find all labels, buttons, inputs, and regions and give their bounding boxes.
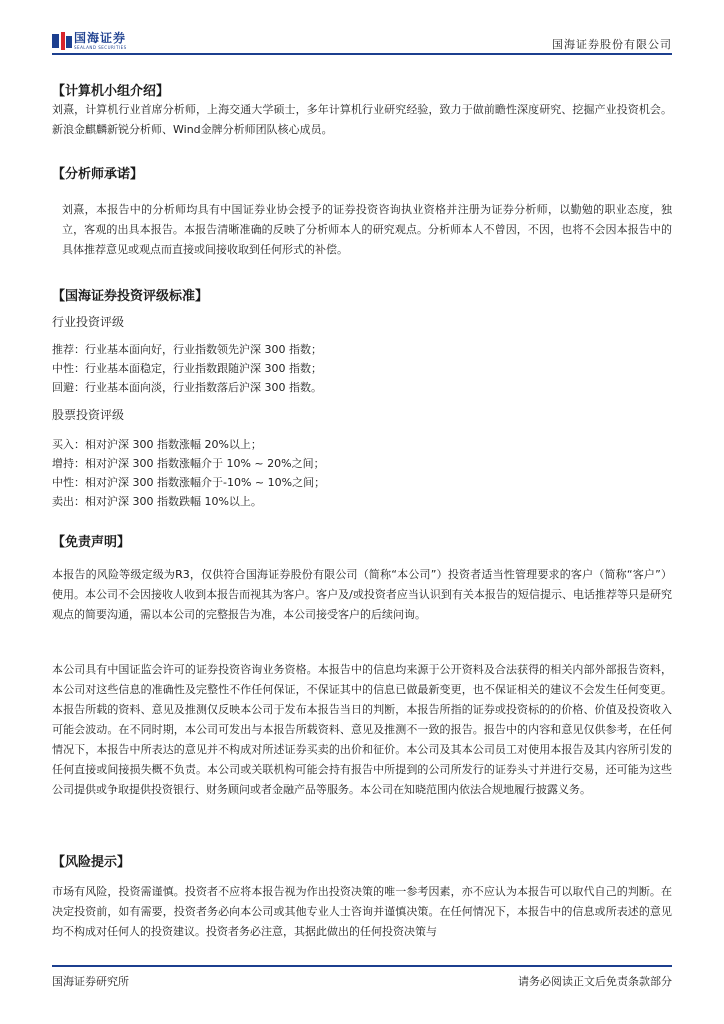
stock-rating-line: 卖出：相对沪深 300 指数跌幅 10%以上。 (52, 495, 262, 508)
risk-section-title: 【风险提示】 (52, 855, 131, 870)
commitment-section-title: 【分析师承诺】 (52, 167, 144, 182)
logo-text-en: SEALAND SECURITIES (74, 45, 127, 50)
team-section-body: 刘熹，计算机行业首席分析师，上海交通大学硕士，多年计算机行业研究经验，致力于做前瞻性深度研究、挖掘产业投资机会。新浪金麒麟新锐分析师、Wind金牌分析师团队核心成员。 (52, 103, 672, 136)
company-logo (52, 32, 162, 52)
rating-section-title: 【国海证券投资评级标准】 (52, 289, 209, 304)
industry-rating-heading: 行业投资评级 (52, 315, 125, 329)
logo-mark-icon (52, 32, 72, 50)
disclaimer-section-title: 【免责声明】 (52, 535, 131, 550)
header-company-name: 国海证券股份有限公司 (552, 38, 672, 51)
stock-rating-line: 增持：相对沪深 300 指数涨幅介于 10% ~ 20%之间； (52, 457, 325, 470)
team-section-title: 【计算机小组介绍】 (52, 84, 170, 99)
footer-disclaimer-note: 请务必阅读正文后免责条款部分 (518, 975, 672, 988)
stock-rating-line: 买入：相对沪深 300 指数涨幅 20%以上； (52, 438, 262, 451)
stock-rating-line: 中性：相对沪深 300 指数涨幅介于-10% ~ 10%之间； (52, 476, 326, 489)
risk-section-body: 市场有风险，投资需谨慎。投资者不应将本报告视为作出投资决策的唯一参考因素，亦不应认为本报告可以取代自己的判断。在决定投资前，如有需要，投资者务必向本公司或其他专业人士咨询并谨慎决策。在任何情况下，本报告中的信息或所表述的意见均不构成对任何人的投资建议。投资者务必注意，其据此做出的任何投资决策与 (52, 885, 672, 938)
industry-rating-line: 回避：行业基本面向淡，行业指数落后沪深 300 指数。 (52, 381, 322, 394)
disclaimer-paragraph-1: 本报告的风险等级定级为R3，仅供符合国海证券股份有限公司（简称“本公司”）投资者适当性管理要求的客户（简称“客户”）使用。本公司不会因接收人收到本报告而视其为客户。客户及/或投资者应当认识到有关本报告的短信提示、电话推荐等只是研究观点的简要沟通，需以本公司的完整报告为准，本公司接受客户的后续问询。 (52, 568, 672, 621)
industry-rating-line: 推荐：行业基本面向好，行业指数领先沪深 300 指数； (52, 343, 322, 356)
disclaimer-paragraph-2: 本公司具有中国证监会许可的证券投资咨询业务资格。本报告中的信息均来源于公开资料及合法获得的相关内部外部报告资料，本公司对这些信息的准确性及完整性不作任何保证，不保证其中的信息已做最新变更，也不保证相关的建议不会发生任何变更。本报告所载的资料、意见及推测仅反映本公司于发布本报告当日的判断，本报告所指的证券或投资标的的价格、价值及投资收入可能会波动。在不同时期，本公司可发出与本报告所载资料、意见及推测不一致的报告。报告中的内容和意见仅供参考，在任何情况下，本报告中所表达的意见并不构成对所述证券买卖的出价和征价。本公司及其本公司员工对使用本报告及其内容所引发的任何直接或间接损失概不负责。本公司或关联机构可能会持有报告中所提到的公司所发行的证券头寸并进行交易，还可能为这些公司提供或争取提供投资银行、财务顾问或者金融产品等服务。本公司在知晓范围内依法合规地履行披露义务。 (52, 663, 672, 796)
footer-institute: 国海证券研究所 (52, 975, 129, 988)
logo-text-cn: 国海证券 (74, 31, 127, 45)
footer-divider (52, 965, 672, 967)
page-header (0, 0, 724, 56)
stock-rating-heading: 股票投资评级 (52, 408, 125, 422)
industry-rating-line: 中性：行业基本面稳定，行业指数跟随沪深 300 指数； (52, 362, 322, 375)
header-divider (52, 53, 672, 55)
commitment-section-body: 刘熹，本报告中的分析师均具有中国证券业协会授予的证券投资咨询执业资格并注册为证券分析师，以勤勉的职业态度，独立，客观的出具本报告。本报告清晰准确的反映了分析师本人的研究观点。分析师本人不曾因，不因，也将不会因本报告中的具体推荐意见或观点而直接或间接收取到任何形式的补偿。 (62, 203, 672, 256)
